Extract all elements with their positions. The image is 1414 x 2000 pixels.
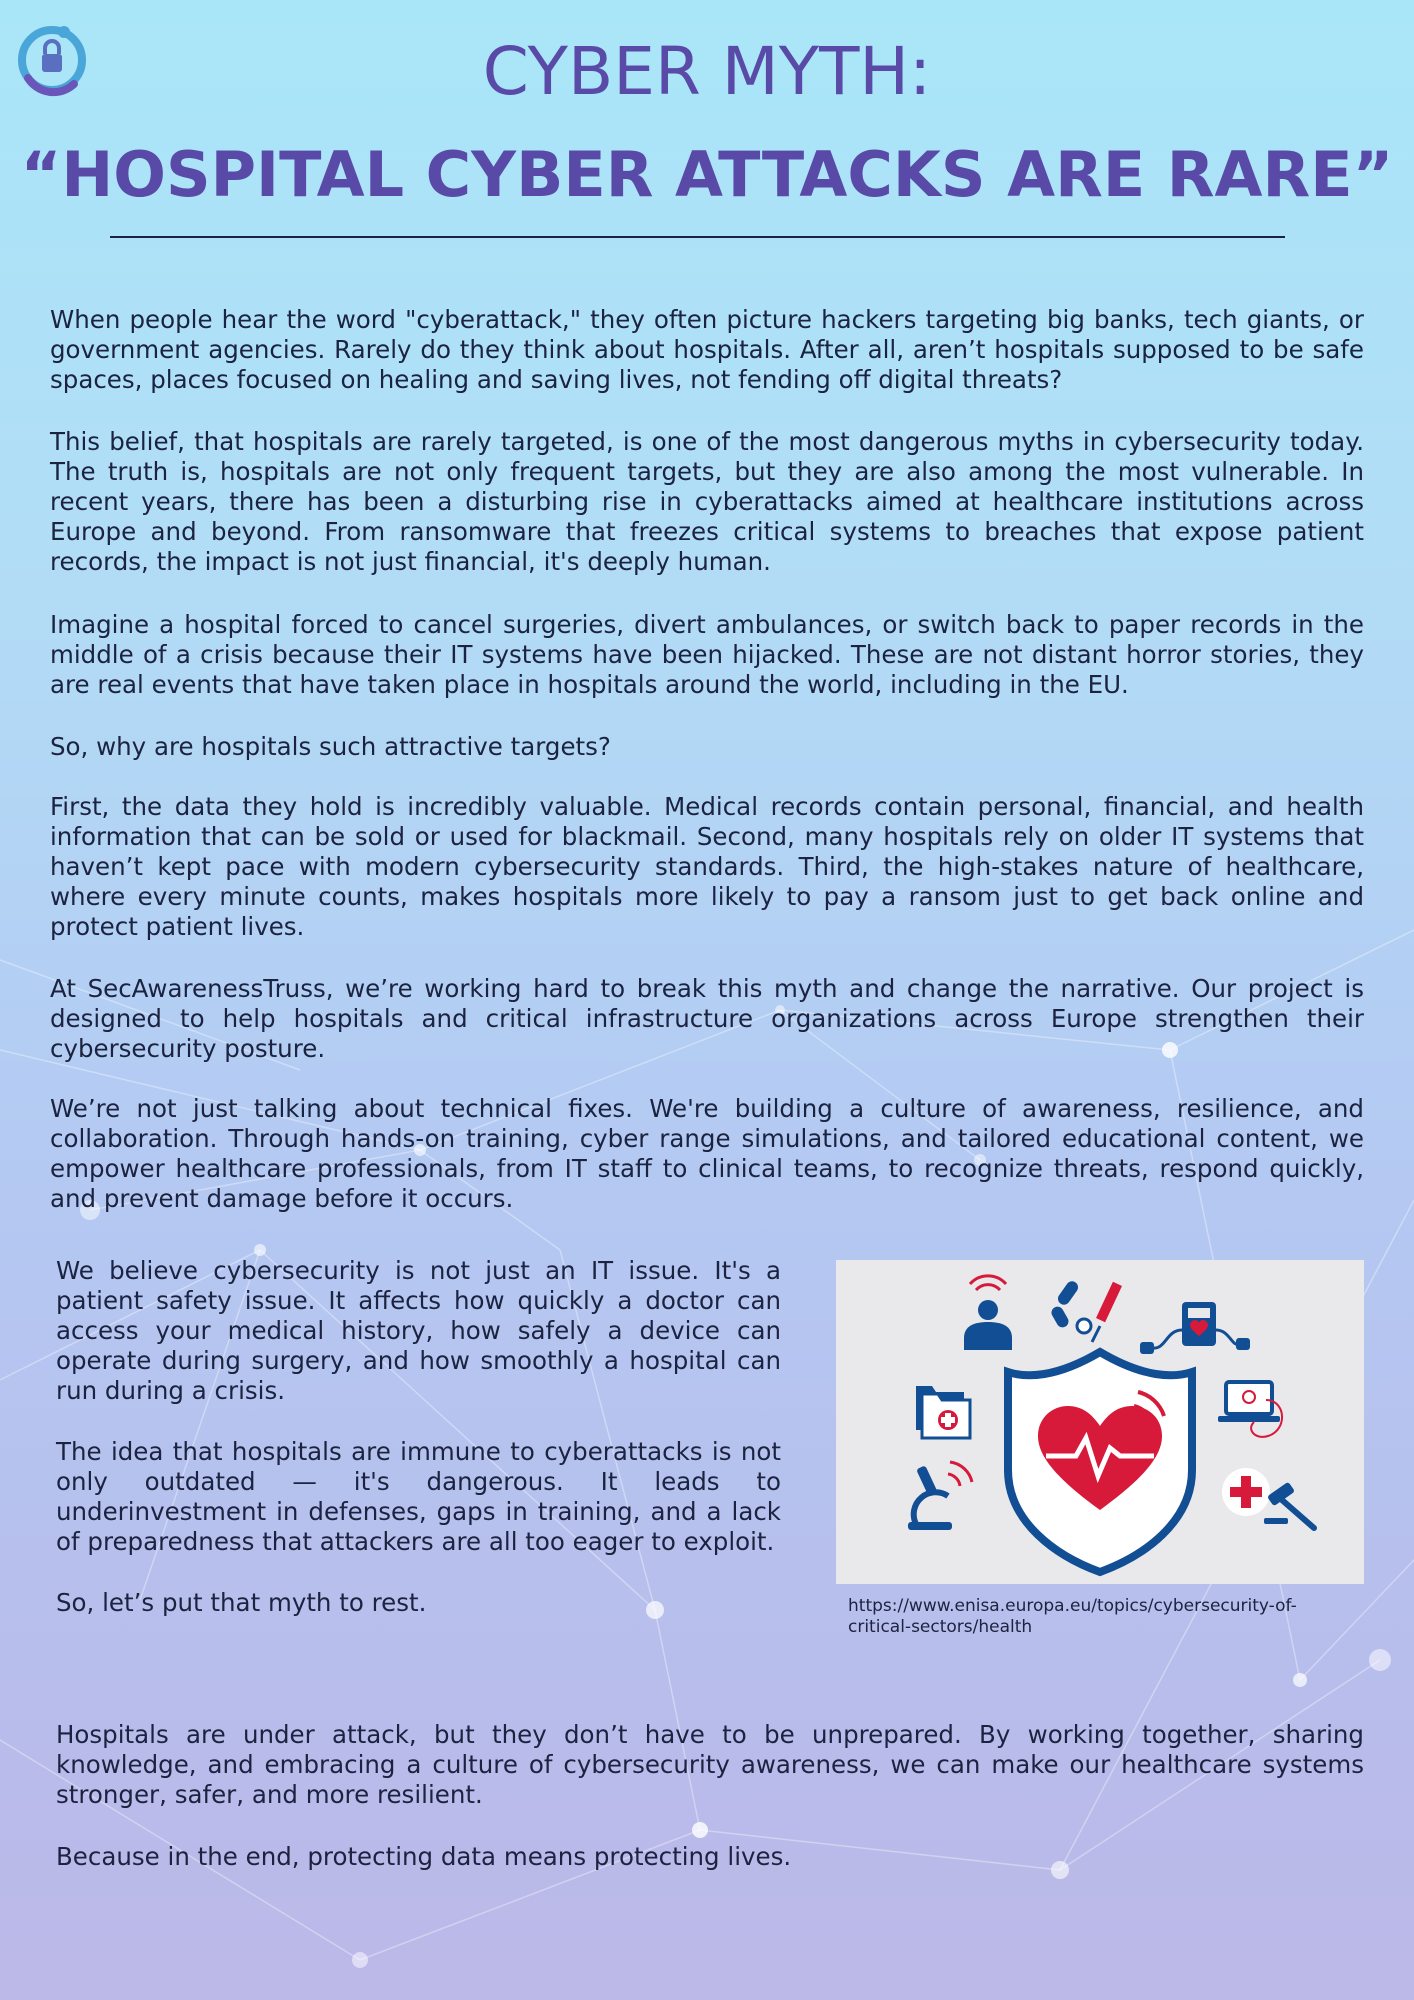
body-paragraph: This belief, that hospitals are rarely targeted, is one of the most dangerous myths in cybersecurity today. The truth is, hospitals are not only frequent targets, but they are also among the most vulnerable. In recent years, there has been a disturbing rise in cyberattacks aimed at healthcare institutions across Europe and beyond. From ransomware that freezes critical systems to breaches that expose patient records, the impact is not just financial, it's deeply human. [50, 427, 1364, 576]
laptop-icon [1218, 1382, 1282, 1437]
figure-caption: https://www.enisa.europa.eu/topics/cybersecurity-of-critical-sectors/health [848, 1596, 1297, 1637]
body-paragraph: At SecAwarenessTruss, we’re working hard to break this myth and change the narrative. Our project is designed to help hospitals and critical infrastructure organizations across Europe strengthen their cybersecurity posture. [50, 974, 1364, 1063]
closing-paragraph: Hospitals are under attack, but they don’t have to be unprepared. By working together, sharing knowledge, and embracing a culture of cybersecurity awareness, we can make our healthcare systems stronger, safer, and more resilient. [56, 1720, 1364, 1809]
shield-heart-icon [1008, 1352, 1192, 1572]
body-paragraph: So, why are hospitals such attractive targets? [50, 732, 611, 761]
title-divider [110, 236, 1285, 238]
page-title: CYBER MYTH: [482, 33, 932, 110]
side-paragraph: So, let’s put that myth to rest. [56, 1588, 427, 1617]
body-paragraph: Imagine a hospital forced to cancel surgeries, divert ambulances, or switch back to paper records in the middle of a crisis because their IT systems have been hijacked. These are not distant horror stories, they are real events that have taken place in hospitals around the world, including in the EU. [50, 610, 1364, 699]
body-paragraph: First, the data they hold is incredibly valuable. Medical records contain personal, financial, and health information that can be sold or used for blackmail. Second, many hospitals rely on older IT systems that haven’t kept pace with modern cybersecurity standards. Third, the high-stakes nature of healthcare, where every minute counts, makes hospitals more likely to pay a ransom just to get back online and protect patient lives. [50, 792, 1364, 941]
pills-syringe-icon [1049, 1279, 1122, 1342]
body-paragraph: We’re not just talking about technical fixes. We're building a culture of awareness, resilience, and collaboration. Through hands-on training, cyber range simulations, and tailored educational content, we empower healthcare professionals, from IT staff to clinical teams, to recognize threats, respond quickly, and prevent damage before it occurs. [50, 1094, 1364, 1213]
legal-gavel-icon [1222, 1468, 1314, 1528]
side-paragraph: We believe cybersecurity is not just an IT issue. It's a patient safety issue. It affects how quickly a doctor can access your medical history, how safely a device can operate during surgery, and how smoothly a hospital can run during a crisis. [56, 1256, 781, 1405]
medical-records-icon [916, 1386, 970, 1438]
microscope-icon [908, 1462, 972, 1530]
side-paragraph: The idea that hospitals are immune to cyberattacks is not only outdated — it's dangerous. It leads to underinvestment in defenses, gaps in training, and a lack of preparedness that attackers are all too eager to exploit. [56, 1437, 781, 1556]
medical-staff-icon [964, 1276, 1012, 1350]
medical-device-icon [1140, 1302, 1250, 1354]
healthcare-security-illustration [836, 1260, 1364, 1584]
page-subtitle: “HOSPITAL CYBER ATTACKS ARE RARE” [20, 138, 1394, 211]
closing-paragraph: Because in the end, protecting data means protecting lives. [56, 1842, 792, 1871]
body-paragraph: When people hear the word "cyberattack," they often picture hackers targeting big banks, tech giants, or government agencies. Rarely do they think about hospitals. After all, aren’t hospitals supposed to be safe spaces, places focused on healing and saving lives, not fending off digital threats? [50, 305, 1364, 394]
